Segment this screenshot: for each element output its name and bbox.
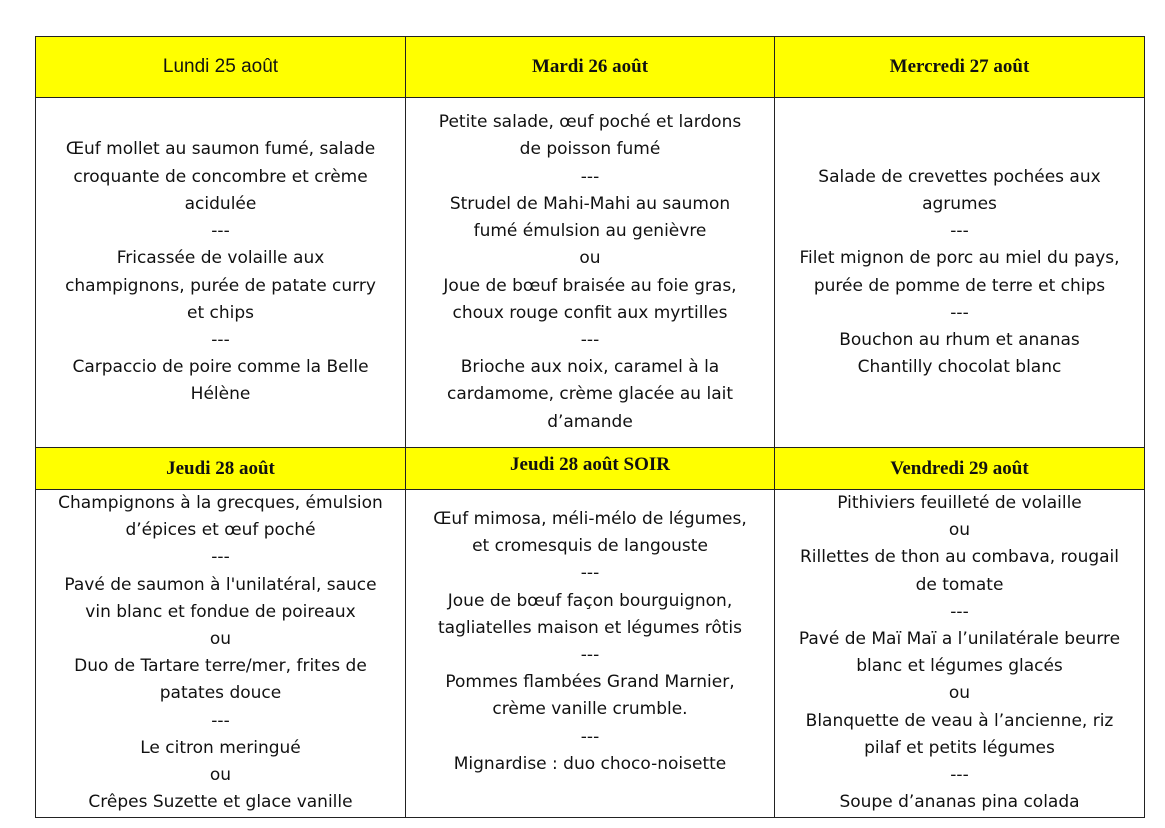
header-row-2 bbox=[36, 448, 1145, 490]
menu-line: cardamome, crème glacée au lait bbox=[446, 384, 734, 405]
menu-line: choux rouge confit aux myrtilles bbox=[452, 302, 728, 323]
menu-line: Carpaccio de poire comme la Belle bbox=[72, 357, 369, 378]
header-jeudi-soir-label bbox=[414, 454, 766, 476]
header-mercredi bbox=[775, 37, 1145, 98]
menu-line: crème vanille crumble. bbox=[492, 699, 688, 720]
header-vendredi bbox=[775, 448, 1145, 490]
menu-row-2 bbox=[36, 490, 1145, 818]
header-jeudi-soir-tag: SOIR bbox=[623, 454, 670, 475]
menu-line: Strudel de Mahi-Mahi au saumon bbox=[449, 193, 731, 214]
menu-line: Le citron meringué bbox=[140, 737, 301, 758]
header-jeudi-soir-date: Jeudi 28 août bbox=[510, 454, 619, 475]
header-mardi bbox=[406, 37, 775, 98]
header-lundi-label: Lundi 25 août bbox=[162, 56, 279, 77]
menu-line: Salade de crevettes pochées aux bbox=[818, 166, 1101, 187]
menu-line: acidulée bbox=[184, 193, 257, 214]
menu-line: d’épices et œuf poché bbox=[125, 520, 316, 541]
course-separator: --- bbox=[211, 710, 230, 731]
menu-line: Pommes flambées Grand Marnier, bbox=[445, 672, 735, 693]
menu-line: Joue de bœuf braisée au foie gras, bbox=[443, 275, 737, 296]
course-separator: --- bbox=[211, 547, 230, 568]
header-lundi bbox=[36, 37, 406, 98]
course-separator: --- bbox=[950, 601, 969, 622]
menu-line: Duo de Tartare terre/mer, frites de bbox=[74, 656, 367, 677]
menu-row-1 bbox=[36, 98, 1145, 448]
menu-line: Brioche aux noix, caramel à la bbox=[460, 357, 720, 378]
header-jeudi-soir bbox=[406, 448, 775, 490]
header-vendredi-label: Vendredi 29 août bbox=[890, 457, 1029, 479]
header-mercredi-label: Mercredi 27 août bbox=[889, 56, 1030, 77]
menu-jeudi bbox=[36, 490, 406, 818]
menu-line: Rillettes de thon au combava, rougail bbox=[799, 547, 1119, 568]
header-mardi-label: Mardi 26 août bbox=[531, 56, 649, 77]
menu-lundi bbox=[36, 98, 406, 448]
menu-line: Champignons à la grecques, émulsion bbox=[58, 493, 383, 513]
menu-line: Filet mignon de porc au miel du pays, bbox=[799, 248, 1120, 269]
menu-line: fumé émulsion au genièvre bbox=[473, 221, 707, 242]
menu-line: Hélène bbox=[190, 384, 251, 405]
header-row-1 bbox=[36, 37, 1145, 98]
course-separator: --- bbox=[580, 645, 600, 666]
menu-line: Œuf mollet au saumon fumé, salade bbox=[65, 139, 376, 160]
header-jeudi-label: Jeudi 28 août bbox=[166, 457, 275, 479]
menu-line: tagliatelles maison et légumes rôtis bbox=[438, 617, 742, 638]
menu-line: Soupe d’ananas pina colada bbox=[839, 792, 1080, 813]
menu-line: pilaf et petits légumes bbox=[864, 737, 1055, 758]
menu-line: Bouchon au rhum et ananas bbox=[839, 329, 1080, 350]
course-separator: --- bbox=[580, 563, 600, 584]
course-separator: --- bbox=[580, 329, 600, 350]
course-separator: --- bbox=[950, 221, 969, 242]
menu-line: Fricassée de volaille aux bbox=[116, 248, 325, 269]
choice-separator: ou bbox=[948, 520, 971, 541]
menu-line: Petite salade, œuf poché et lardons bbox=[438, 112, 742, 133]
menu-mardi bbox=[406, 98, 775, 448]
menu-line: et chips bbox=[186, 302, 255, 323]
menu-line: vin blanc et fondue de poireaux bbox=[85, 601, 356, 622]
menu-line: d’amande bbox=[547, 411, 633, 432]
menu-line: et cromesquis de langouste bbox=[472, 536, 708, 557]
menu-line: de poisson fumé bbox=[519, 139, 661, 160]
choice-separator: ou bbox=[209, 629, 232, 650]
menu-line: patates douce bbox=[159, 683, 282, 704]
weekly-menu-table bbox=[35, 36, 1145, 818]
menu-line: Pavé de saumon à l'unilatéral, sauce bbox=[64, 574, 377, 595]
menu-jeudi-soir bbox=[406, 490, 775, 818]
menu-line: Blanquette de veau à l’ancienne, riz bbox=[805, 710, 1114, 731]
choice-separator: ou bbox=[948, 683, 971, 704]
menu-mercredi bbox=[775, 98, 1145, 448]
course-separator: --- bbox=[211, 329, 230, 350]
course-separator: --- bbox=[580, 166, 600, 187]
menu-line: champignons, purée de patate curry bbox=[65, 275, 376, 296]
menu-line: purée de pomme de terre et chips bbox=[813, 275, 1106, 296]
menu-line: agrumes bbox=[922, 193, 997, 214]
menu-line: Mignardise : duo choco-noisette bbox=[453, 753, 727, 774]
menu-line: Pithiviers feuilleté de volaille bbox=[837, 493, 1082, 513]
menu-line: Pavé de Maï Maï a l’unilatérale beurre bbox=[798, 629, 1121, 650]
menu-line: Chantilly chocolat blanc bbox=[857, 357, 1062, 378]
course-separator: --- bbox=[950, 302, 969, 323]
header-jeudi bbox=[36, 448, 406, 490]
menu-line: blanc et légumes glacés bbox=[856, 656, 1063, 677]
course-separator: --- bbox=[211, 221, 230, 242]
course-separator: --- bbox=[950, 765, 969, 786]
menu-line: Joue de bœuf façon bourguignon, bbox=[447, 590, 733, 611]
menu-line: Œuf mimosa, méli-mélo de légumes, bbox=[433, 509, 747, 529]
choice-separator: ou bbox=[209, 765, 232, 786]
menu-line: croquante de concombre et crème bbox=[73, 166, 368, 187]
menu-line: Crêpes Suzette et glace vanille bbox=[88, 792, 353, 813]
menu-line: de tomate bbox=[915, 574, 1004, 595]
course-separator: --- bbox=[580, 726, 600, 747]
menu-vendredi bbox=[775, 490, 1145, 818]
choice-separator: ou bbox=[579, 248, 601, 269]
